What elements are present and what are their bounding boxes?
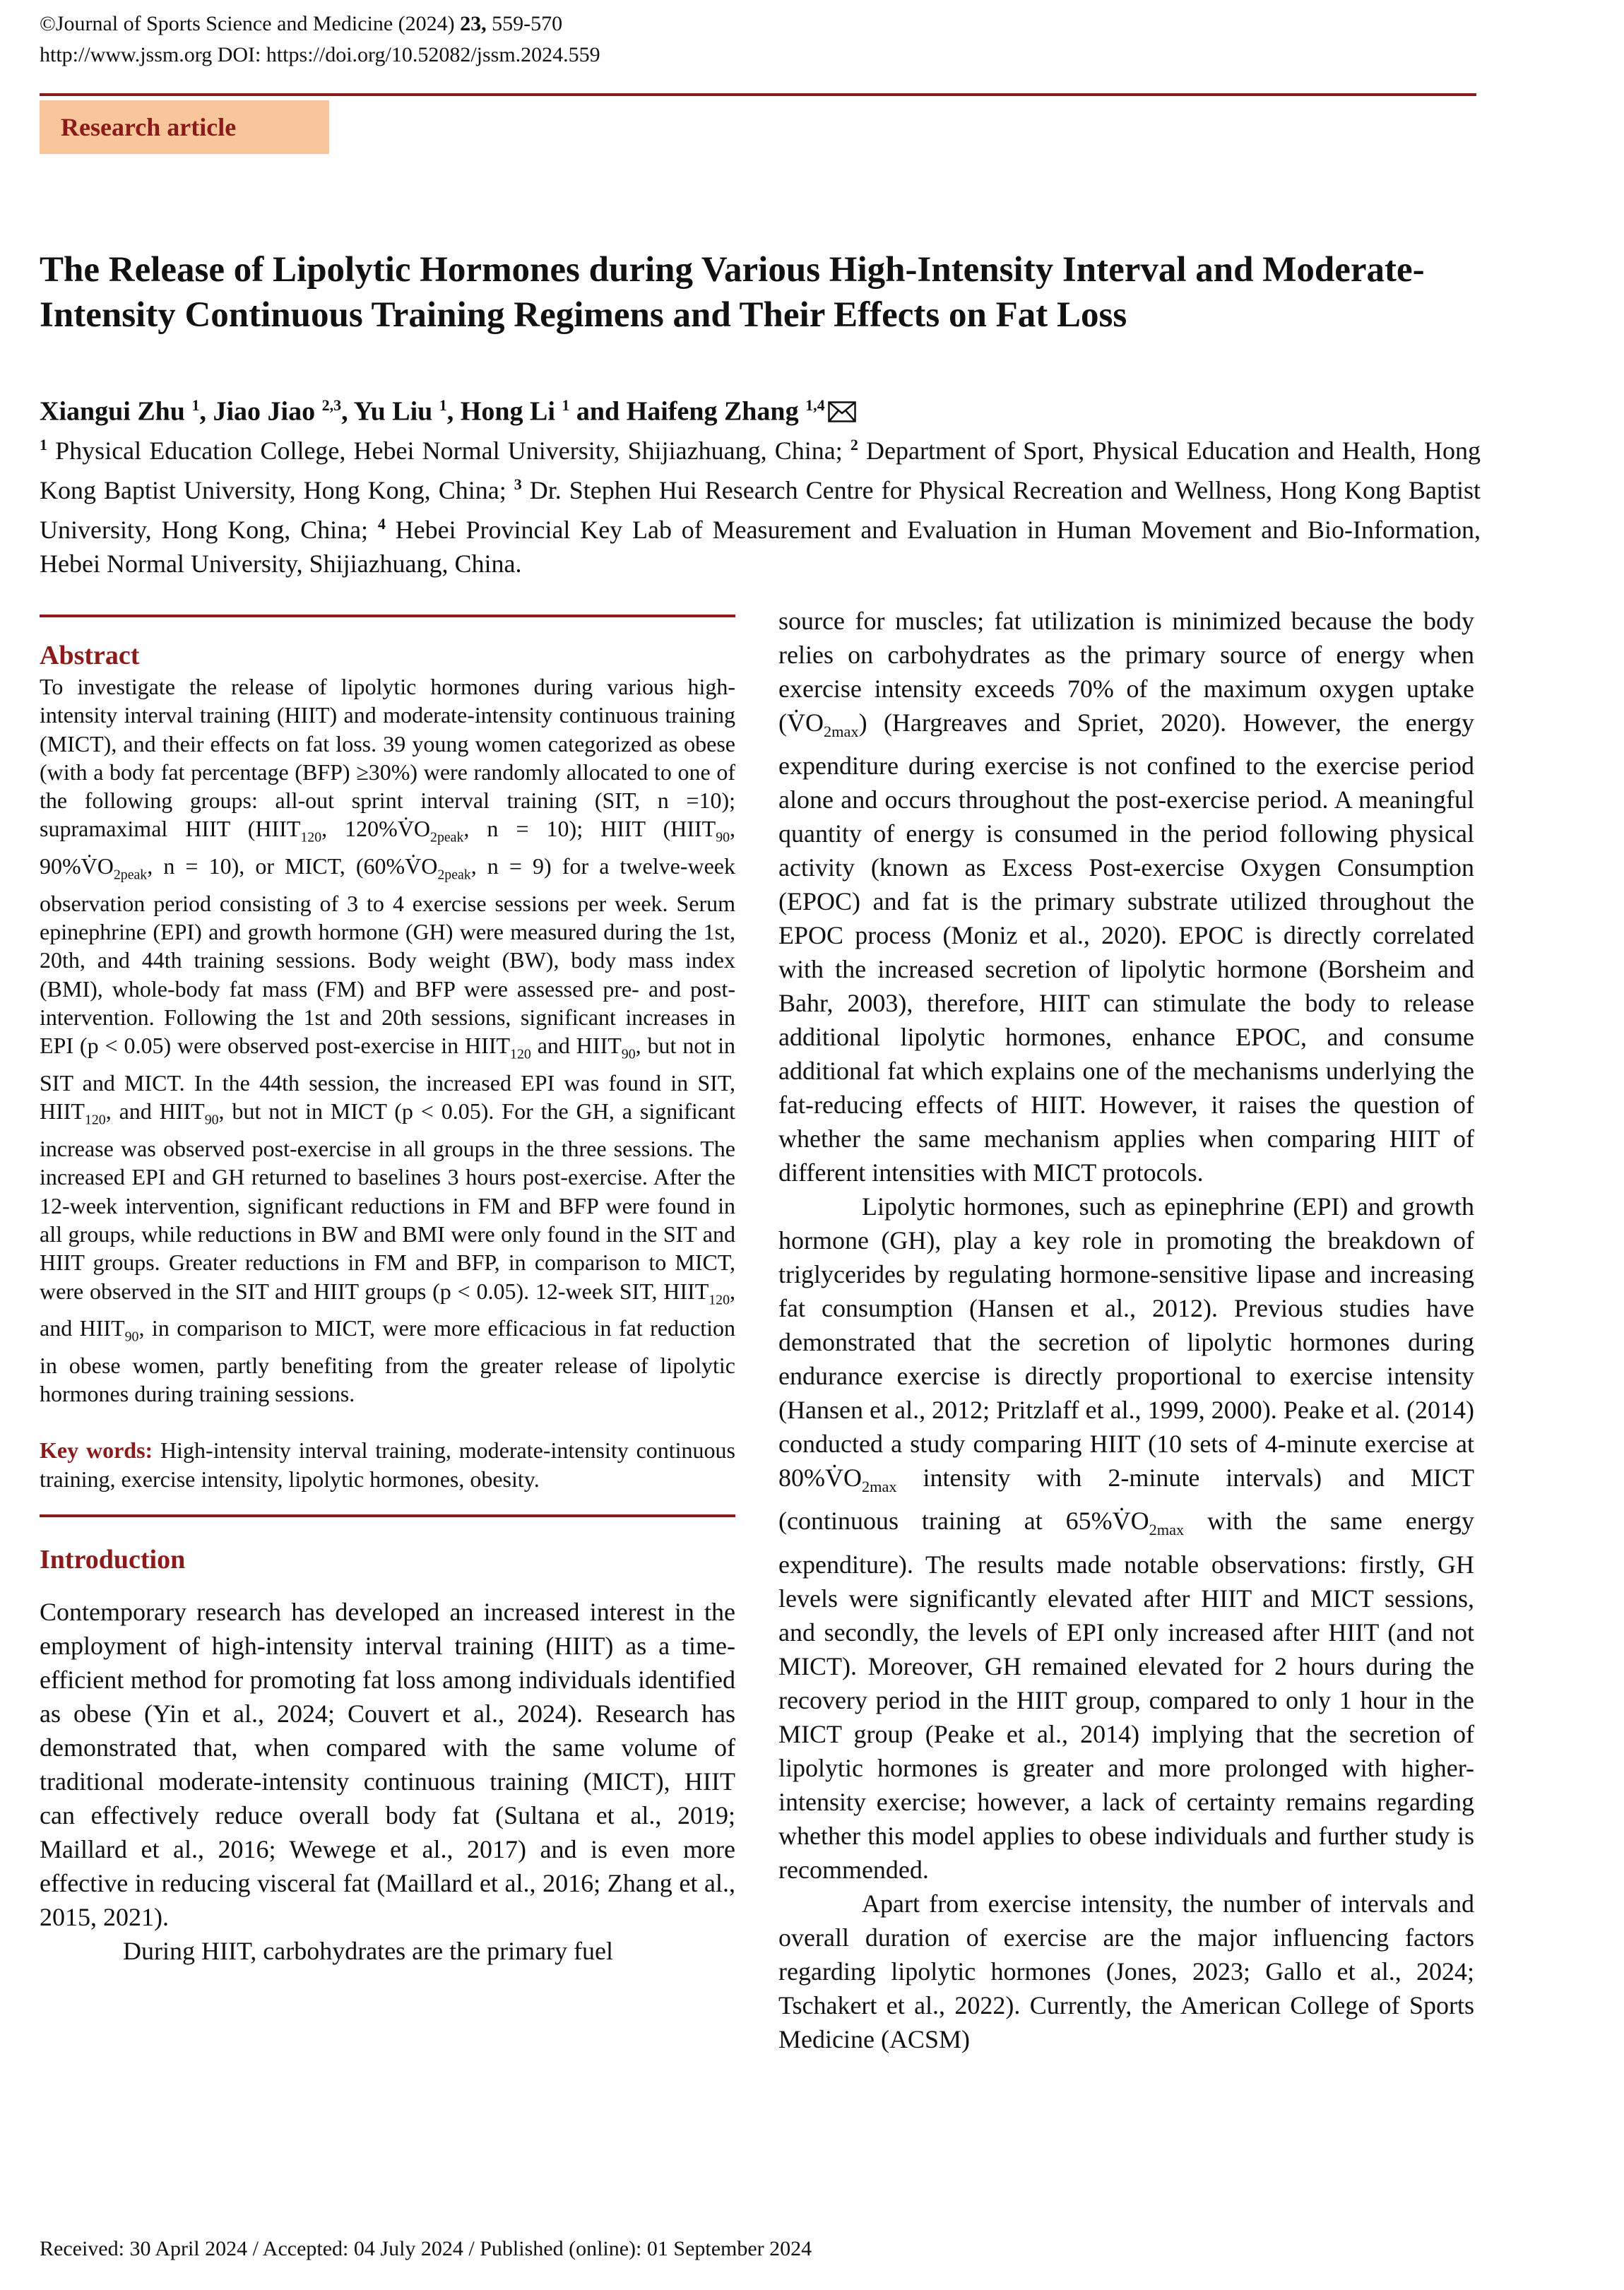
affiliation-number: 4: [377, 515, 386, 533]
author-separator: ,: [199, 396, 213, 427]
affiliation-text: Hebei Provincial Key Lab of Measurement and Evaluation in Human Movement and Bio-Information, Hebei Normal University, Shijiazhuang, China.: [40, 516, 1481, 578]
author-affiliation-sup: 1: [439, 396, 447, 414]
affiliation-number: 2: [850, 436, 858, 453]
author-name: Hong Li: [460, 396, 562, 427]
intro-paragraph-4: Apart from exercise intensity, the number of intervals and overall duration of exercise are the major influencing factors regarding lipolytic hormones (Jones, 2023; Gallo et al., 2024; Tschakert et al., 2022). Currently, the American College of Sports Medicine (ACSM): [778, 1889, 1474, 2053]
author-affiliation-sup: 1,4: [805, 396, 825, 414]
author-name: Jiao Jiao: [213, 396, 322, 427]
affiliations: [40, 428, 1481, 581]
intro-paragraph-2-continued: source for muscles; fat utilization is minimized because the body relies on carbohydrates as the primary source of energy when exercise intensity exceeds 70% of the maximum oxygen uptake $(V̇O_{2max})$ (Hargreaves and Spriet, 2020). However, the energy expenditure during exercise is not confined to the exercise period alone and occurs throughout the post-exercise period. A meaningful quantity of energy is consumed in the period following physical activity (known as Excess Post-exercise Oxygen Consumption (EPOC) and fat is the primary substrate utilized throughout the EPOC process (Moniz et al., 2020). EPOC is directly correlated with the increased secretion of lipolytic hormone (Borsheim and Bahr, 2003), therefore, HIIT can stimulate the body to release additional lipolytic hormones, enhance EPOC, and consume additional fat which explains one of the mechanisms underlying the fat-reducing effects of HIIT. However, it raises the question of whether the same mechanism applies when comparing HIIT of different intensities with MICT protocols.: [778, 607, 1474, 1187]
affiliation-text: Department of Sport, Physical Education and Health, Hong Kong Baptist University, Hong Kong, China;: [40, 437, 1481, 504]
journal-citation-prefix: ©Journal of Sports Science and Medicine (2024): [40, 12, 461, 35]
author-name: Xiangui Zhu: [40, 396, 192, 427]
author-separator: ,: [341, 396, 354, 427]
intro-paragraph-2-start: During HIIT, carbohydrates are the primary fuel: [123, 1937, 614, 1966]
journal-doi[interactable]: http://www.jssm.org DOI: https://doi.org/10.52082/jssm.2024.559: [40, 43, 600, 66]
abstract-divider-top: [40, 615, 735, 617]
abstract-text: To investigate the release of lipolytic hormones during various high-intensity interval training (HIIT) and moderate-intensity continuous training (MICT), and their effects on fat loss. 39 young women categorized as obese (with a body fat percentage (BFP) ≥30%) were randomly allocated to one of the following groups: all-out sprint interval training (SIT, n =10); supramaximal HIIT ($HIIT_{120}$, $120\%V̇O_{2peak}$, n = 10); HIIT ($HIIT_{90}$, $90\%V̇O_{2peak}$, n = 10), or MICT, ($60\%V̇O_{2peak}$, n = 9) for a twelve-week observation period consisting of 3 to 4 exercise sessions per week. Serum epinephrine (EPI) and growth hormone (GH) were measured during the 1st, 20th, and 44th training sessions. Body weight (BW), body mass index (BMI), whole-body fat mass (FM) and BFP were assessed pre- and post-intervention. Following the 1st and 20th sessions, significant increases in EPI (p < 0.05) were observed post-exercise in $HIIT_{120}$ and $HIIT_{90}$, but not in SIT and MICT. In the 44th session, the increased EPI was found in SIT, $HIIT_{120}$, and $HIIT_{90}$, but not in MICT (p < 0.05). For the GH, a significant increase was observed post-exercise in all groups in the three sessions. The increased EPI and GH returned to baselines 3 hours post-exercise. After the 12-week intervention, significant reductions in FM and BFP were found in all groups, while reductions in BW and BMI were only found in the SIT and HIIT groups. Greater reductions in FM and BFP, in comparison to MICT, were observed in the SIT and HIIT groups (p < 0.05). 12-week SIT, $HIIT_{120}$, and $HIIT_{90}$, in comparison to MICT, were more efficacious in fat reduction in obese women, partly benefiting from the greater release of lipolytic hormones during training sessions.: [40, 674, 736, 1407]
author-name: Yu Liu: [353, 396, 439, 427]
affiliation-text: Dr. Stephen Hui Research Centre for Physical Recreation and Wellness, Hong Kong Baptist University, Hong Kong, China;: [40, 476, 1481, 544]
left-column: [40, 615, 735, 1968]
author-separator: ,: [446, 396, 461, 427]
keywords-label: Key words:: [40, 1437, 153, 1464]
author-list: [40, 388, 1481, 431]
article-title: The Release of Lipolytic Hormones during Various High-Intensity Interval and Moderate-Intensity Continuous Training Regimens and Their Effects on Fat Loss: [40, 250, 1425, 335]
article-type-badge: Research article: [40, 100, 329, 154]
abstract-divider-bottom: [40, 1514, 735, 1517]
right-column: [778, 604, 1474, 2056]
journal-pages: 559-570: [486, 12, 563, 35]
keywords-text: High-intensity interval training, moderate-intensity continuous training, exercise intensity, lipolytic hormones, obesity.: [40, 1437, 736, 1492]
author-affiliation-sup: 2,3: [321, 396, 342, 414]
journal-citation: [40, 8, 1099, 40]
header-divider: [40, 93, 1476, 96]
affiliation-number: 3: [514, 475, 522, 493]
intro-paragraph-3: Lipolytic hormones, such as epinephrine (EPI) and growth hormone (GH), play a key role in promoting the breakdown of triglycerides by regulating hormone-sensitive lipase and increasing fat consumption (Hansen et al., 2012). Previous studies have demonstrated that the secretion of lipolytic hormones during endurance exercise is directly proportional to exercise intensity (Hansen et al., 2012; Pritzlaff et al., 1999, 2000). Peake et al. (2014) conducted a study comparing HIIT (10 sets of 4-minute exercise at $80\%V̇O_{2max}$ intensity with 2-minute intervals) and MICT (continuous training at $65\%V̇O_{2max}$ with the same energy expenditure). The results made notable observations: firstly, GH levels were significantly elevated after HIIT and MICT sessions, and secondly, the levels of EPI only increased after HIIT (and not MICT). Moreover, GH remained elevated for 2 hours during the recovery period in the HIIT group, compared to only 1 hour in the MICT group (Peake et al., 2014) implying that the secretion of lipolytic hormones is greater and more prolonged with higher-intensity exercise; however, a lack of certainty remains regarding whether this model applies to obese individuals and further study is recommended.: [778, 1192, 1475, 1884]
publication-dates: Received: 30 April 2024 / Accepted: 04 July 2024 / Published (online): 01 September 2024: [40, 2237, 812, 2260]
author-name: Haifeng Zhang: [626, 396, 806, 427]
affiliation-text: Physical Education College, Hebei Normal University, Shijiazhuang, China;: [47, 437, 850, 465]
keywords: [40, 1436, 735, 1493]
author-separator: and: [569, 396, 627, 427]
mail-icon[interactable]: [828, 397, 856, 431]
abstract-heading: Abstract: [40, 641, 140, 670]
journal-volume: 23,: [460, 12, 487, 35]
introduction-heading: Introduction: [40, 1545, 186, 1575]
author-affiliation-sup: 1: [191, 396, 200, 414]
journal-header: [40, 8, 1099, 71]
author-affiliation-sup: 1: [562, 396, 570, 414]
affiliation-number: 1: [40, 436, 47, 453]
intro-paragraph-1: Contemporary research has developed an increased interest in the employment of high-intensity interval training (HIIT) as a time-efficient method for promoting fat loss among individuals identified as obese (Yin et al., 2024; Couvert et al., 2024). Research has demonstrated that, when compared with the same volume of traditional moderate-intensity continuous training (MICT), HIIT can effectively reduce overall body fat (Sultana et al., 2019; Maillard et al., 2016; Wewege et al., 2017) and is even more effective in reducing visceral fat (Maillard et al., 2016; Zhang et al., 2015, 2021).: [40, 1598, 735, 1932]
